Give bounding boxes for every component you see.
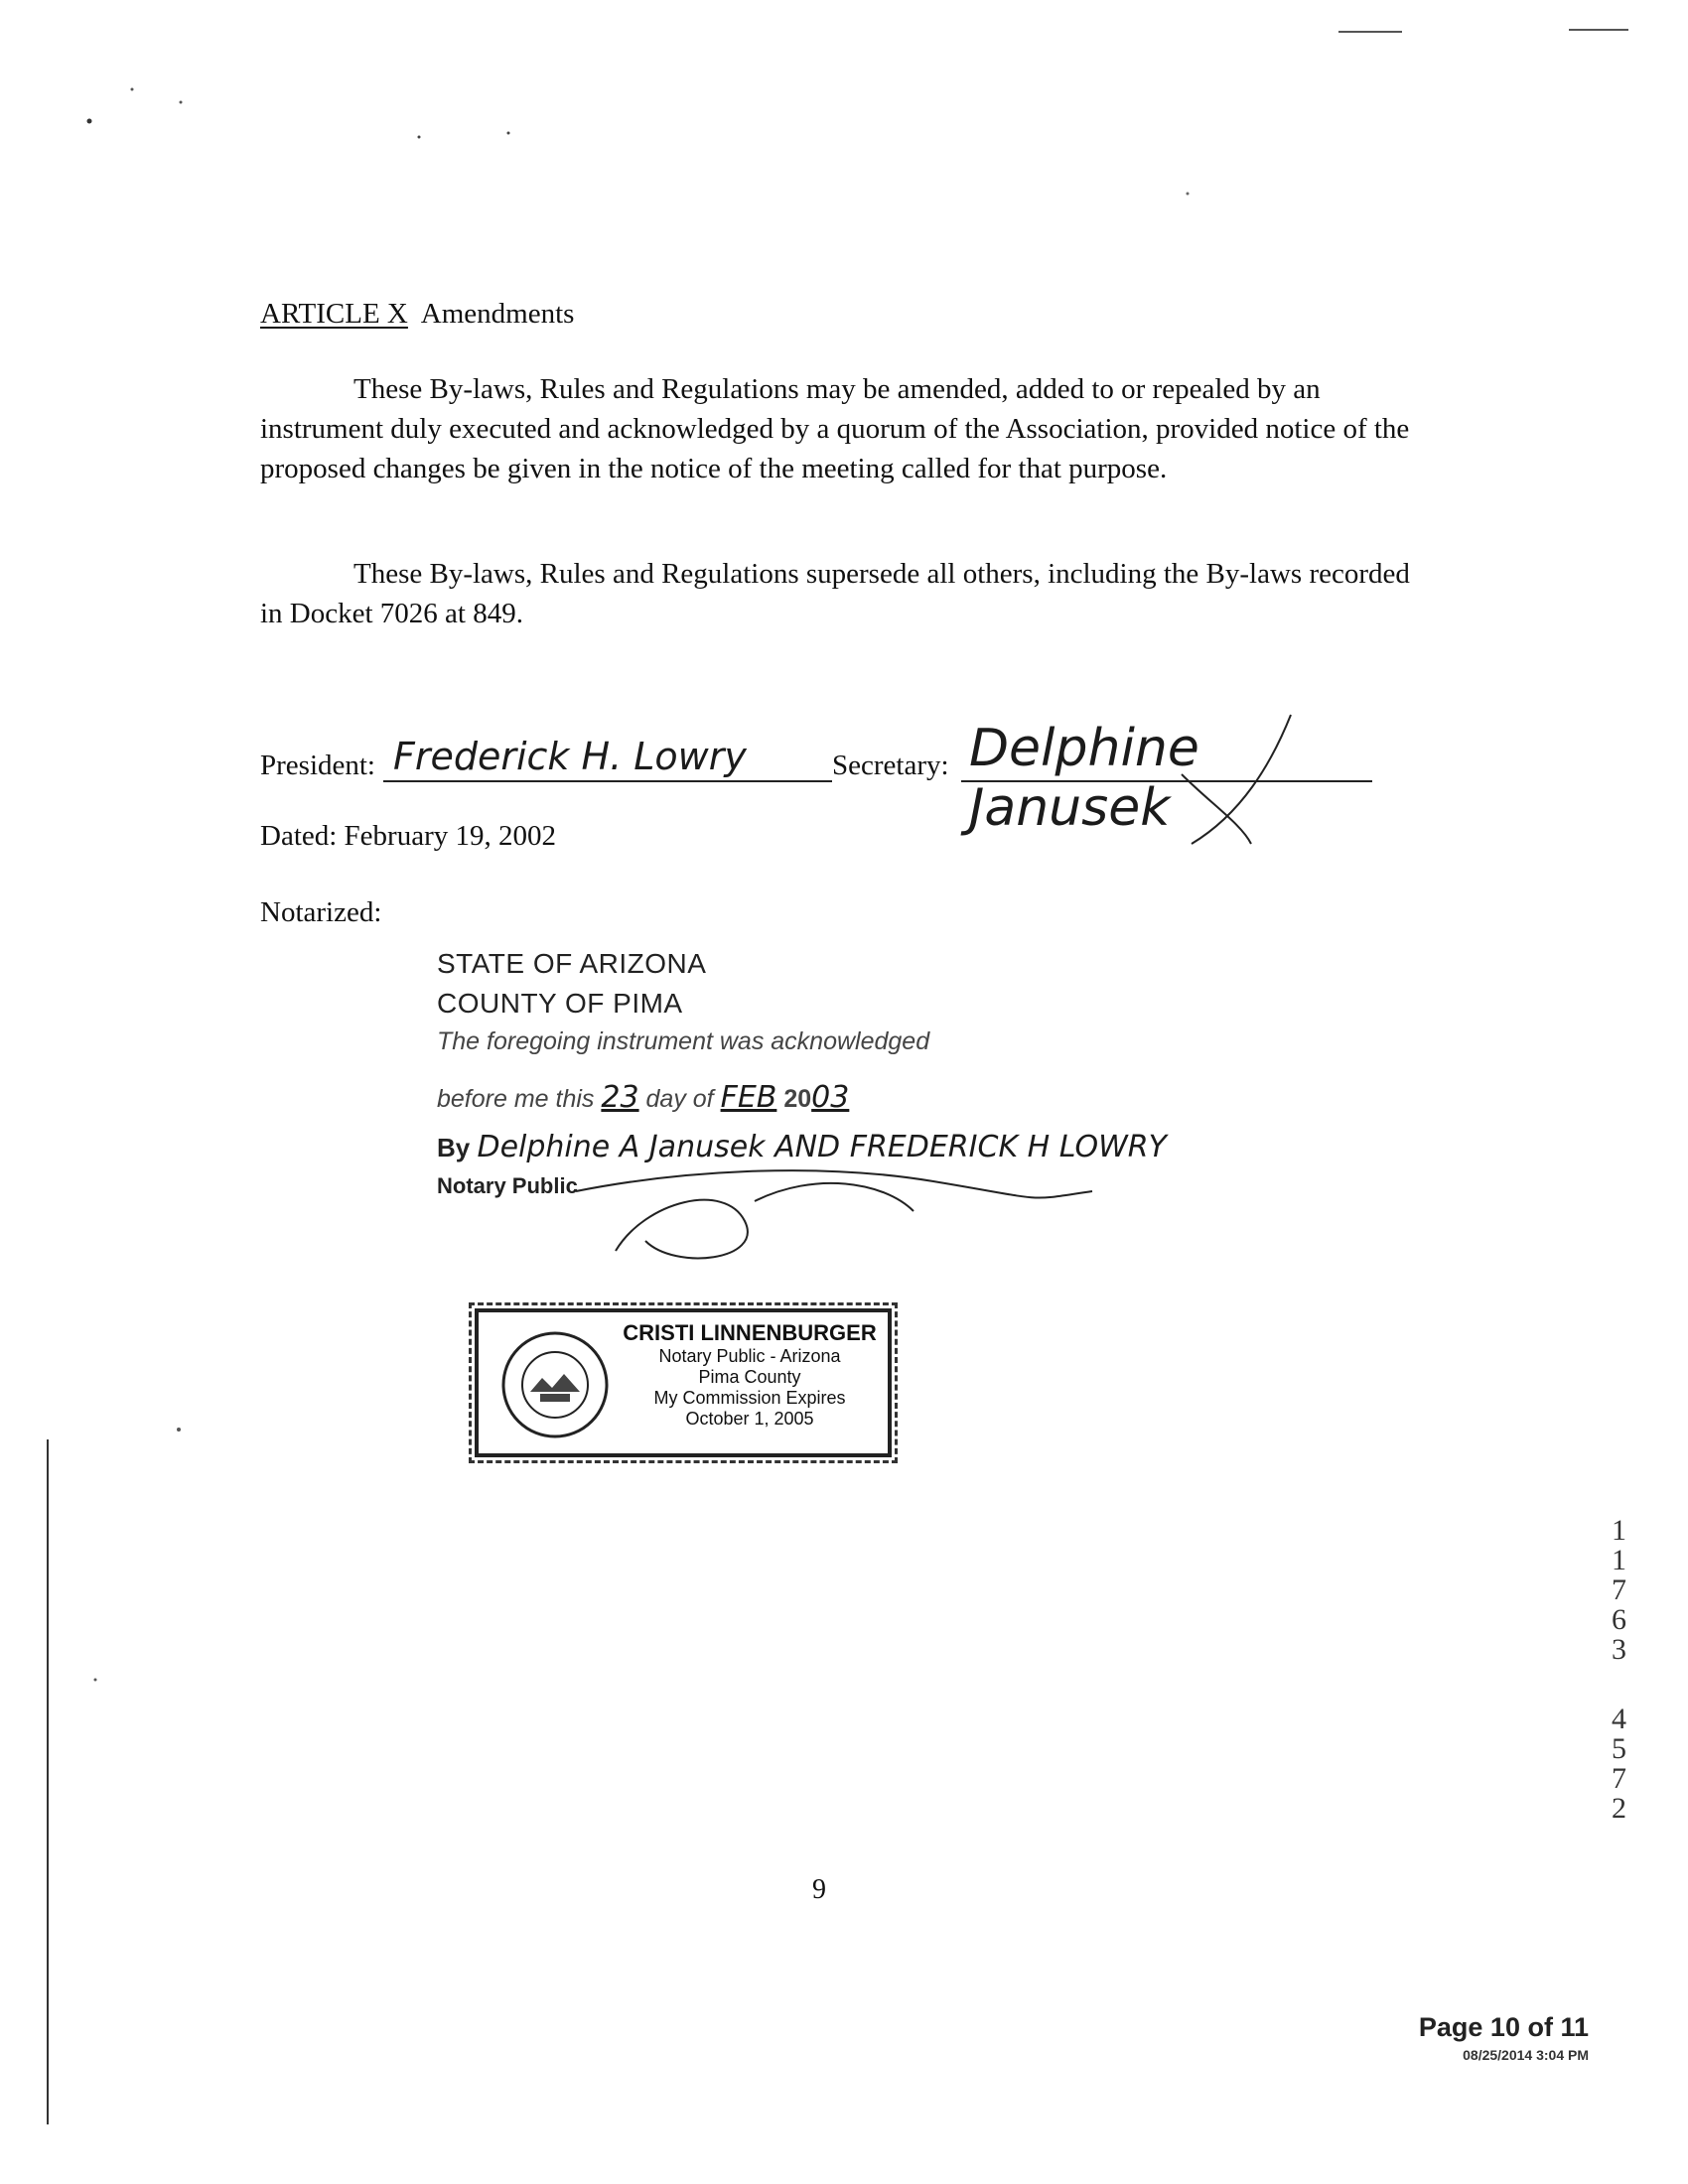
- president-signature: Frederick H. Lowry: [393, 735, 747, 778]
- year-prefix: 20: [783, 1085, 812, 1113]
- notary-month: FEB: [720, 1080, 777, 1115]
- stamp-notary-name: CRISTI LINNENBURGER: [623, 1320, 877, 1345]
- secretary-signature: Delphine Janusek: [969, 719, 1199, 838]
- recording-digit: 7: [1612, 1573, 1626, 1606]
- state-seal-icon: [500, 1330, 610, 1439]
- recording-digit: 3: [1612, 1633, 1626, 1666]
- notary-year: 03: [811, 1080, 850, 1115]
- notary-stamp: [475, 1308, 892, 1457]
- stamp-line: Pima County: [698, 1367, 801, 1387]
- notary-day: 23: [601, 1080, 639, 1115]
- notary-line-date: [437, 1080, 849, 1115]
- notary-by-names: Delphine A Janusek AND FREDERICK H LOWRY: [477, 1130, 1167, 1164]
- stamp-line: My Commission Expires: [653, 1388, 846, 1408]
- stamp-line: Notary Public - Arizona: [658, 1346, 841, 1366]
- recording-digit: 6: [1612, 1603, 1626, 1636]
- notary-state: STATE OF ARIZONA: [437, 948, 707, 979]
- footer-timestamp: 08/25/2014 3:04 PM: [1463, 2047, 1589, 2063]
- notary-public-label: Notary Public: [437, 1173, 578, 1198]
- notary-line-acknowledged: The foregoing instrument was acknowledged: [437, 1027, 930, 1055]
- recording-digit: 1: [1612, 1544, 1626, 1576]
- dated-line: Dated: February 19, 2002: [260, 820, 556, 852]
- stamp-text: [616, 1320, 884, 1430]
- recording-digit: 2: [1612, 1792, 1626, 1825]
- paragraph-text: These By-laws, Rules and Regulations supersede all others, including the By-laws recorded in Docket 7026 at 849.: [260, 558, 1410, 629]
- stamp-commission-expiry: October 1, 2005: [685, 1409, 814, 1429]
- notary-county: COUNTY OF PIMA: [437, 988, 683, 1019]
- notary-signature: [556, 1142, 1112, 1281]
- before-prefix: before me this: [437, 1085, 595, 1113]
- president-signature-line: [383, 735, 832, 782]
- day-of-text: day of: [645, 1085, 714, 1113]
- article-number: ARTICLE X: [260, 298, 408, 330]
- president-label: President:: [260, 750, 375, 781]
- recording-digit: 4: [1612, 1703, 1626, 1735]
- article-heading: [260, 298, 574, 331]
- notarized-label: Notarized:: [260, 896, 382, 928]
- recording-digit: 5: [1612, 1732, 1626, 1765]
- paragraph-amendments: [260, 369, 1412, 488]
- by-prefix: By: [437, 1133, 471, 1162]
- recording-digit: 1: [1612, 1514, 1626, 1547]
- secretary-label: Secretary:: [832, 750, 949, 781]
- recording-digit: 7: [1612, 1762, 1626, 1795]
- paragraph-text: These By-laws, Rules and Regulations may be amended, added to or repealed by an instrument duly executed and acknowledged by a quorum of the Association, provided notice of the proposed changes be given in the notice of the meeting called for that purpose.: [260, 373, 1410, 484]
- article-title: Amendments: [420, 298, 575, 330]
- secretary-signature-flourish: [1172, 705, 1450, 854]
- page-number: 9: [812, 1874, 826, 1905]
- footer-page-count: Page 10 of 11: [1418, 2012, 1589, 2042]
- paragraph-supersede: [260, 554, 1412, 633]
